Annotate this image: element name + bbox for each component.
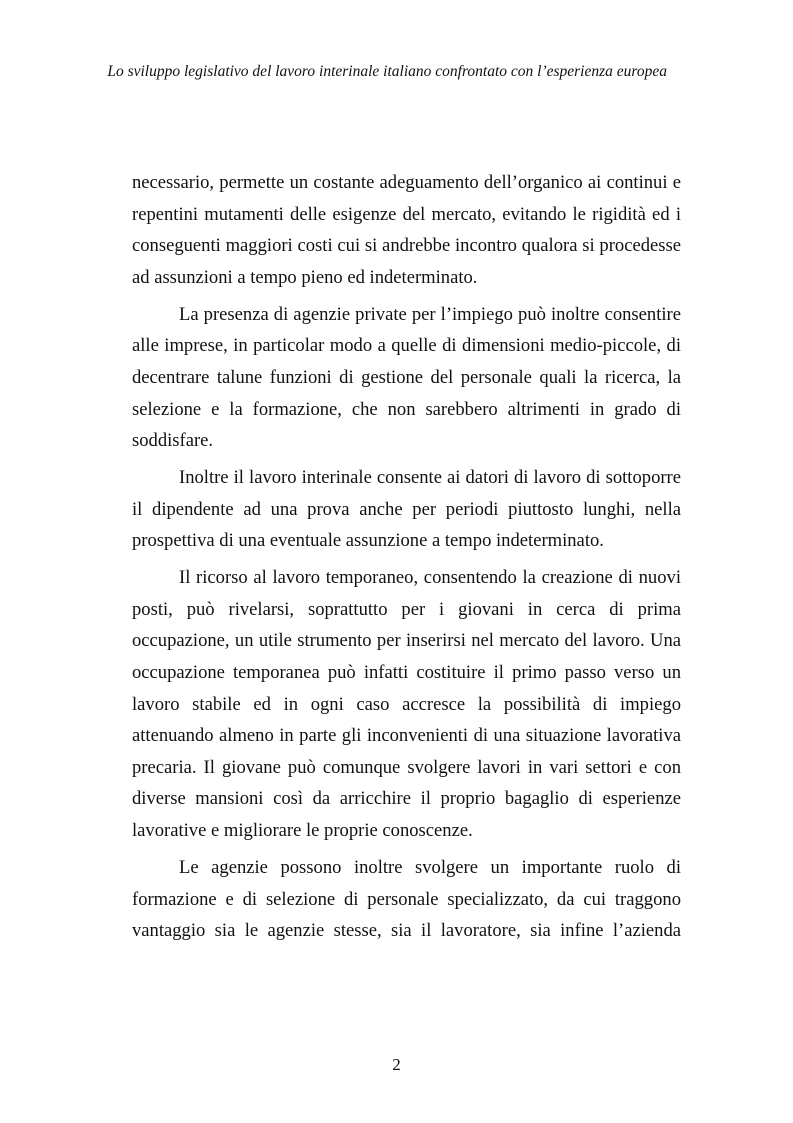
paragraph-agencies-private: La presenza di agenzie private per l’impiego può inoltre consentire alle imprese, in particolar modo a quelle di dimensioni medio-piccole, di decentrare talune funzioni di gestione del personale quali la ricerca, la selezione e la formazione, che non sarebbero altrimenti in grado di soddisfare.	[132, 303, 681, 452]
running-header: Lo sviluppo legislativo del lavoro interinale italiano confrontato con l’esperienza europea	[107, 63, 667, 80]
paragraph-young-workers: Il ricorso al lavoro temporaneo, consentendo la creazione di nuovi posti, può rivelarsi, soprattutto per i giovani in cerca di prima occupazione, un utile strumento per inserirsi nel mercato del lavoro. Una occupazione temporanea può infatti costituire il primo passo verso un lavoro stabile ed in ogni caso accresce la possibilità di impiego attenuando almeno in parte gli inconvenienti di una situazione lavorativa precaria. Il giovane può comunque svolgere lavori in vari settori e con diverse mansioni così da arricchire il proprio bagaglio di esperienze lavorative e migliorare le proprie conoscenze.	[132, 567, 681, 842]
paragraph-continuation: necessario, permette un costante adeguamento dell’organico ai continui e repentini mutamenti delle esigenze del mercato, evitando le rigidità ed i conseguenti maggiori costi cui si andrebbe incontro qualora si procedesse ad assunzioni a tempo pieno ed indeterminato.	[132, 172, 681, 288]
paragraph-trial-period: Inoltre il lavoro interinale consente ai datori di lavoro di sottoporre il dipendente ad una prova anche per periodi piuttosto lunghi, nella prospettiva di una eventuale assunzione a tempo indeterminato.	[132, 467, 681, 552]
page-number: 2	[392, 1055, 401, 1074]
paragraph-training-role: Le agenzie possono inoltre svolgere un importante ruolo di formazione e di selezione di personale specializzato, da cui traggono vantaggio sia le agenzie stesse, sia il lavoratore, sia infine l’azienda	[132, 857, 681, 942]
body-text	[132, 167, 681, 952]
